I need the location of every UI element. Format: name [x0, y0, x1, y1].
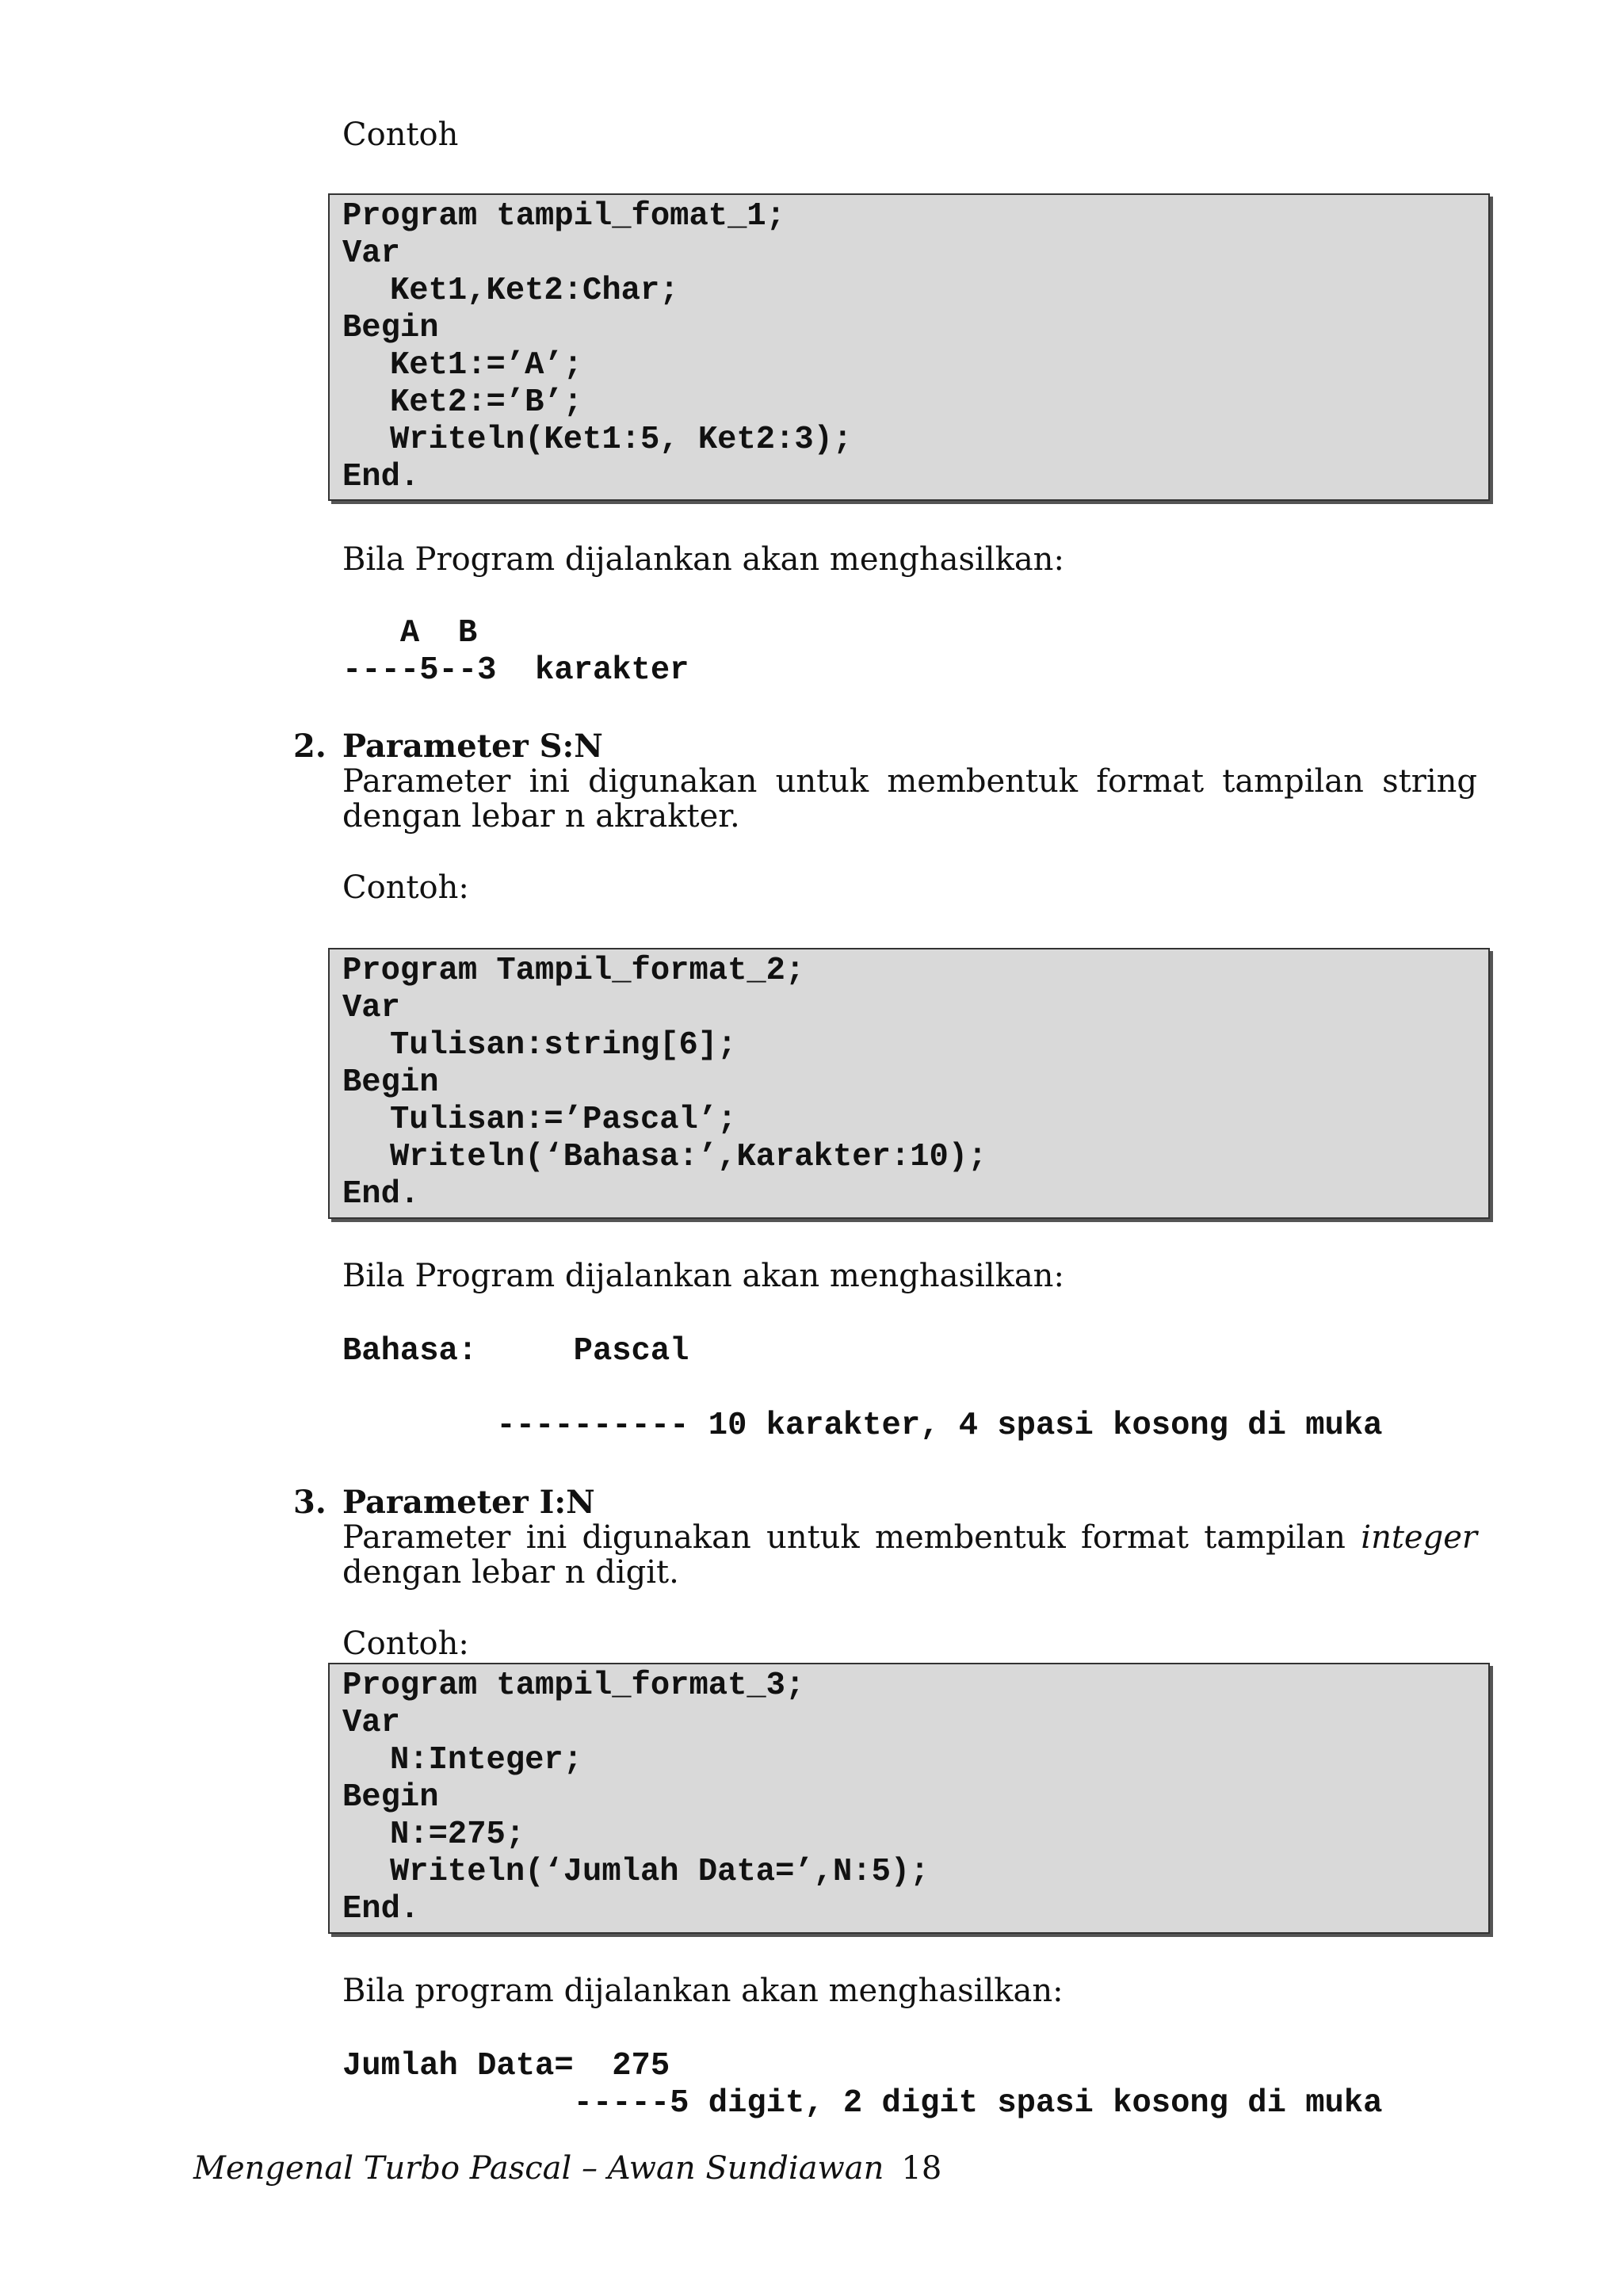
code-line: Program tampil_format_3; [342, 1668, 805, 1704]
code-line: Writeln(‘Jumlah Data=’,N:5); [390, 1854, 930, 1890]
code-line: Begin [342, 1779, 439, 1816]
code-line: N:Integer; [390, 1742, 583, 1778]
output-line: A B [342, 615, 478, 651]
code-line: Begin [342, 310, 439, 346]
section-title-2: Parameter S:N [342, 728, 603, 765]
section-title-3: Parameter I:N [342, 1484, 595, 1521]
contoh-label-2: Contoh: [342, 869, 469, 906]
output-line: Bahasa: Pascal [342, 1333, 689, 1370]
contoh-label-1: Contoh [342, 117, 459, 153]
code-line: End. [342, 1891, 420, 1927]
code-block-2 [328, 948, 1490, 1219]
page-footer [193, 2149, 941, 2187]
code-line: Begin [342, 1064, 439, 1101]
code-line: N:=275; [390, 1817, 525, 1853]
code-line: Program tampil_fomat_1; [342, 198, 785, 235]
code-line: Writeln(Ket1:5, Ket2:3); [390, 422, 853, 458]
code-line: Ket1:=’A’; [390, 347, 583, 384]
description-text: Parameter ini digunakan untuk membentuk format tampilan [342, 1519, 1361, 1556]
output-line: -----5 digit, 2 digit spasi kosong di muka [342, 2085, 1383, 2122]
footer-title: Mengenal Turbo Pascal – Awan Sundiawan [193, 2150, 884, 2187]
code-line: Var [342, 990, 400, 1026]
description-italic-term: integer [1361, 1519, 1477, 1556]
code-line: End. [342, 1176, 420, 1213]
code-line: Var [342, 235, 400, 272]
code-line: Ket1,Ket2:Char; [390, 273, 679, 309]
code-line: Tulisan:string[6]; [390, 1027, 737, 1064]
code-line: End. [342, 459, 420, 495]
section-number-3: 3. [293, 1484, 327, 1521]
code-block-3 [328, 1663, 1490, 1934]
code-line: Var [342, 1705, 400, 1741]
result-label-3: Bila program dijalankan akan menghasilkan: [342, 1973, 1064, 2009]
code-line: Ket2:=’B’; [390, 384, 583, 421]
contoh-label-3: Contoh: [342, 1626, 469, 1662]
output-line: ----5--3 karakter [342, 652, 689, 689]
code-line: Program Tampil_format_2; [342, 953, 805, 989]
code-block-1 [328, 193, 1490, 501]
section-number-2: 2. [293, 728, 327, 765]
section-description-3 [342, 1520, 1477, 1590]
output-line: Jumlah Data= 275 [342, 2048, 670, 2084]
page-number: 18 [901, 2150, 942, 2187]
code-line: Writeln(‘Bahasa:’,Karakter:10); [390, 1139, 987, 1175]
output-line: ---------- 10 karakter, 4 spasi kosong di muka [342, 1408, 1383, 1444]
result-label-1: Bila Program dijalankan akan menghasilkan: [342, 541, 1064, 578]
description-text: dengan lebar n digit. [342, 1554, 679, 1591]
result-label-2: Bila Program dijalankan akan menghasilkan: [342, 1258, 1064, 1294]
section-description-2: Parameter ini digunakan untuk membentuk format tampilan string dengan lebar n akrakter. [342, 763, 1477, 835]
code-line: Tulisan:=’Pascal’; [390, 1102, 737, 1138]
